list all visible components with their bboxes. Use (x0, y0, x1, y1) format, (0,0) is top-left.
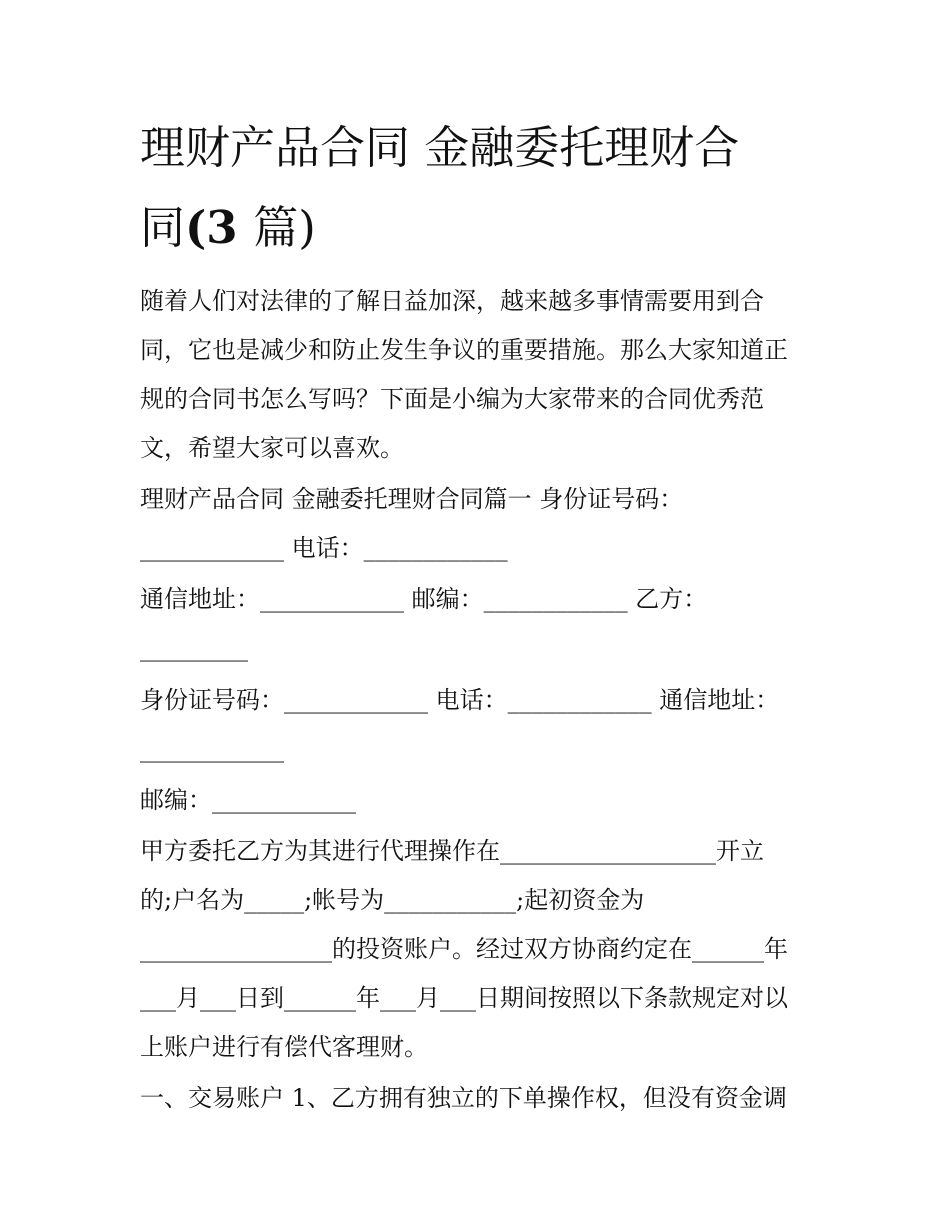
intro-paragraph (140, 277, 830, 473)
document-title (140, 108, 820, 268)
section-1-paragraph (140, 475, 830, 573)
entrust-line-4: ___月___日到______年___月___日期间按照以下条款规定对以 (140, 983, 788, 1012)
clause-1-line-1: 一、交易账户 1、乙方拥有独立的下单操作权，但没有资金调 (140, 1084, 787, 1113)
party-a-address-line-1: 通信地址：____________ 邮编：____________ 乙方： (140, 585, 708, 614)
party-b-paragraph (140, 676, 830, 774)
party-a-address-line-2: _________ (140, 634, 248, 663)
entrust-line-5: 上账户进行有偿代客理财。 (140, 1032, 428, 1061)
party-a-address-paragraph (140, 575, 830, 673)
section-1-line-1: 理财产品合同 金融委托理财合同篇一 身份证号码： (140, 485, 684, 514)
party-b-postcode-line: 邮编：____________ (140, 785, 356, 814)
party-b-postcode-paragraph (140, 776, 830, 825)
section-1-line-2: ____________ 电话：____________ (140, 534, 508, 563)
title-line-2-part-c: 篇) (253, 201, 316, 254)
clause-1-paragraph (140, 1074, 830, 1123)
entrust-line-1: 甲方委托乙方为其进行代理操作在__________________开立 (140, 836, 764, 865)
intro-line-2: 同，它也是减少和防止发生争议的重要措施。那么大家知道正 (140, 336, 788, 364)
party-b-line-1: 身份证号码：____________ 电话：____________ 通信地址： (140, 685, 780, 714)
intro-line-1: 随着人们对法律的了解日益加深，越来越多事情需要用到合 (140, 287, 764, 315)
entrust-line-2: 的;户名为_____;帐号为___________;起初资金为 (140, 885, 645, 914)
entrust-line-3: ________________的投资账户。经过双方协商约定在______年 (140, 934, 788, 963)
party-b-line-2: ____________ (140, 734, 284, 763)
document-body (140, 277, 830, 1125)
title-line-1: 理财产品合同 金融委托理财合 (140, 121, 740, 174)
title-line-2 (140, 188, 820, 268)
entrust-paragraph (140, 827, 830, 1072)
intro-line-4: 文，希望大家可以喜欢。 (140, 434, 404, 462)
intro-line-3: 规的合同书怎么写吗？下面是小编为大家带来的合同优秀范 (140, 385, 764, 413)
title-line-2-part-a: 同 (140, 201, 186, 254)
title-line-2-part-b: (3 (185, 201, 254, 254)
